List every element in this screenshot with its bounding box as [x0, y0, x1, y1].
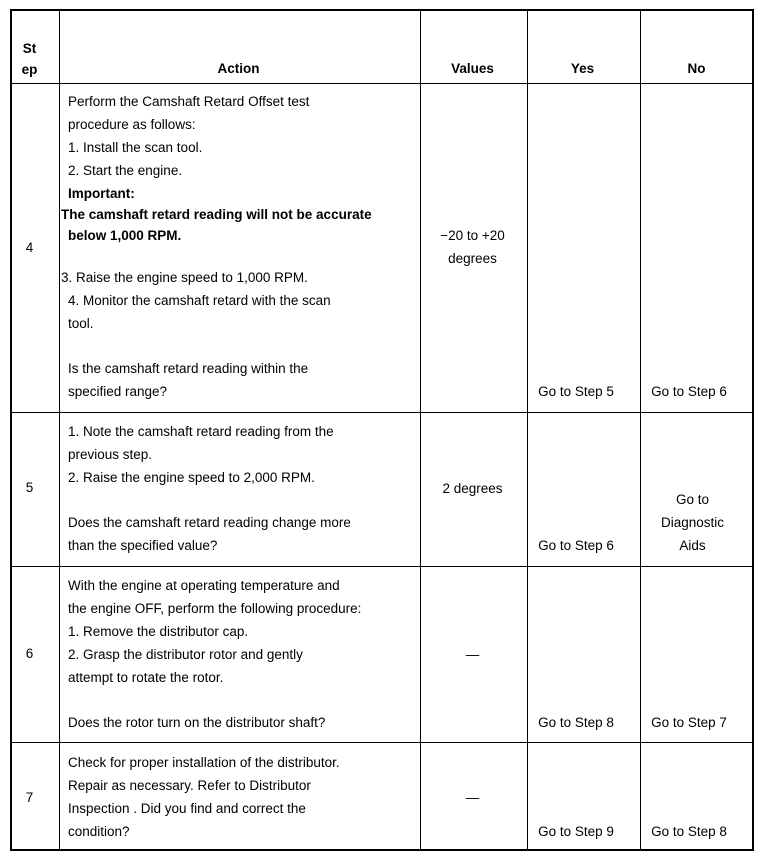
important-note: below 1,000 RPM. [68, 228, 182, 243]
action-line: Inspection . Did you find and correct the [68, 801, 306, 816]
value-text: — [465, 790, 480, 805]
no-result: Go to [675, 492, 710, 507]
action-line: 4. Monitor the camshaft retard with the scan [68, 293, 331, 308]
important-note: The camshaft retard reading will not be accurate [61, 207, 372, 222]
header-yes: Yes [570, 61, 595, 76]
yes-result: Go to Step 5 [538, 384, 614, 399]
no-result: Go to Step 8 [651, 824, 727, 839]
action-line: Check for proper installation of the distributor. [68, 755, 340, 770]
step-number: 5 [25, 480, 34, 495]
header-action: Action [217, 61, 260, 76]
value-text: degrees [448, 251, 497, 266]
header-values: Values [451, 61, 494, 76]
no-result: Diagnostic [660, 515, 725, 530]
action-question: specified range? [68, 384, 168, 399]
no-result: Aids [679, 538, 706, 553]
header-no: No [687, 61, 706, 76]
no-result: Go to Step 6 [651, 384, 727, 399]
action-question: than the specified value? [68, 538, 218, 553]
action-line: 2. Raise the engine speed to 2,000 RPM. [68, 470, 315, 485]
important-label: Important: [68, 186, 135, 201]
no-result: Go to Step 7 [651, 715, 727, 730]
header-step [12, 38, 47, 80]
action-question: Is the camshaft retard reading within the [68, 361, 309, 376]
action-question: condition? [68, 824, 130, 839]
action-question: Does the rotor turn on the distributor shaft? [68, 715, 326, 730]
col-divider [420, 11, 421, 849]
yes-result: Go to Step 8 [538, 715, 614, 730]
action-line: tool. [68, 316, 94, 331]
action-line: 2. Start the engine. [68, 163, 183, 178]
action-line: 2. Grasp the distributor rotor and gently [68, 647, 303, 662]
action-question: Does the camshaft retard reading change more [68, 515, 351, 530]
action-line: 1. Remove the distributor cap. [68, 624, 249, 639]
step-number: 6 [25, 646, 34, 661]
action-line: With the engine at operating temperature and [68, 578, 340, 593]
step-number: 4 [25, 240, 34, 255]
action-line: attempt to rotate the rotor. [68, 670, 224, 685]
col-divider [59, 11, 60, 849]
yes-result: Go to Step 6 [538, 538, 614, 553]
value-text: −20 to +20 [440, 228, 505, 243]
row-divider [12, 566, 752, 567]
action-line: Perform the Camshaft Retard Offset test [68, 94, 310, 109]
action-line: the engine OFF, perform the following procedure: [68, 601, 362, 616]
row-divider [12, 83, 752, 84]
yes-result: Go to Step 9 [538, 824, 614, 839]
header-step-line1: St [22, 41, 37, 56]
header-step-line2: ep [21, 62, 38, 77]
row-divider [12, 742, 752, 743]
action-line: procedure as follows: [68, 117, 196, 132]
value-text: — [465, 647, 480, 662]
action-line: 3. Raise the engine speed to 1,000 RPM. [61, 270, 308, 285]
action-line: 1. Install the scan tool. [68, 140, 203, 155]
action-line: Repair as necessary. Refer to Distributor [68, 778, 311, 793]
action-line: 1. Note the camshaft retard reading from the [68, 424, 334, 439]
step-number: 7 [25, 790, 34, 805]
row-divider [12, 412, 752, 413]
action-line: previous step. [68, 447, 153, 462]
value-text: 2 degrees [442, 481, 503, 496]
